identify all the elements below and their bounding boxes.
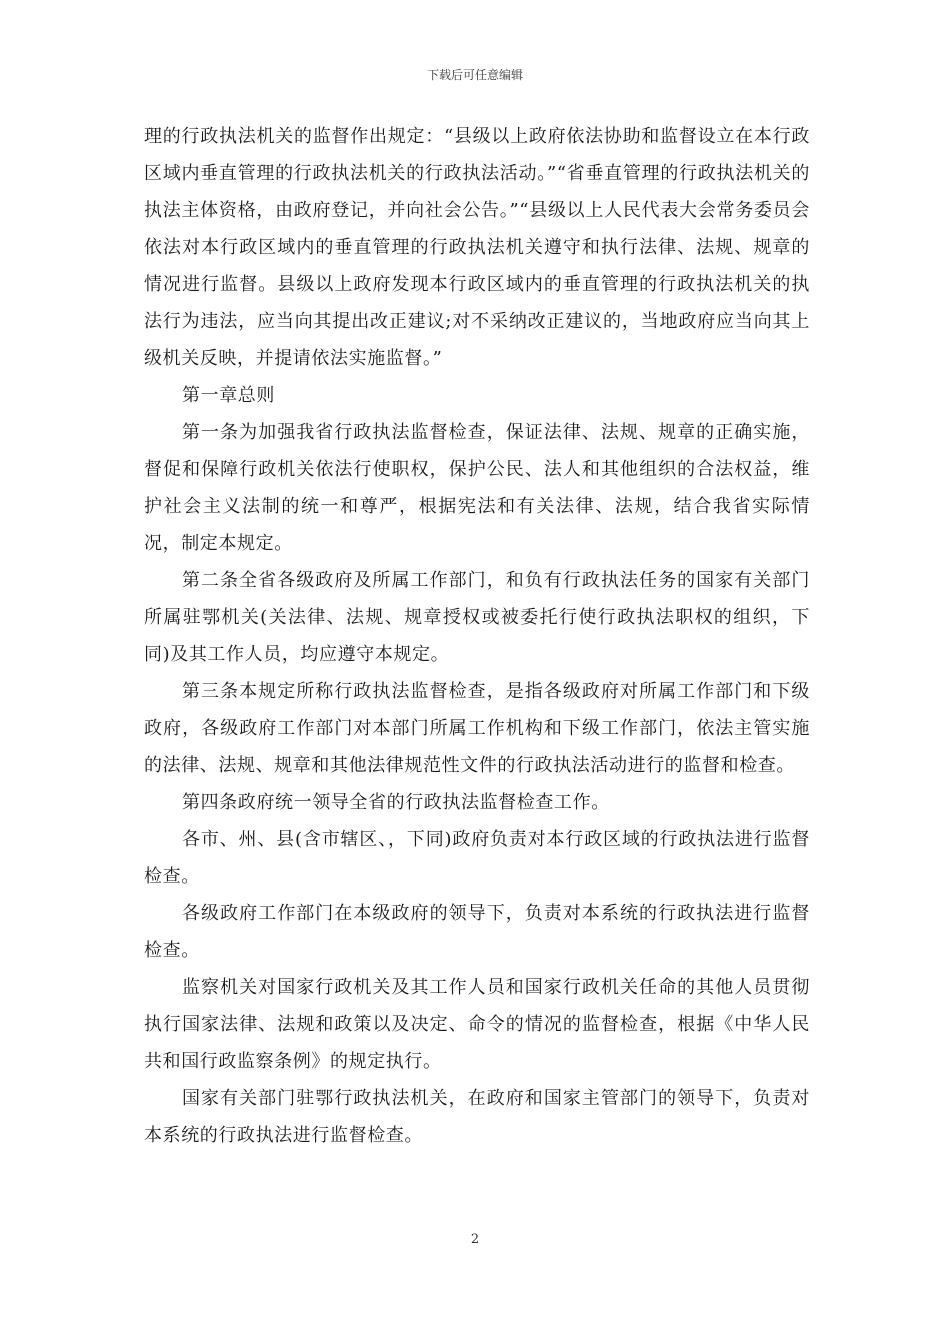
article-4-clause-supervision: 监察机关对国家行政机关及其工作人员和国家行政机关任命的其他人员贯彻执行国家法律、法规和政策以及决定、命令的情况的监督检查，根据《中华人民共和国行政监察条例》的规定执行。	[144, 977, 810, 1072]
paragraph-continuation: 理的行政执法机关的监督作出规定：“县级以上政府依法协助和监督设立在本行政区域内垂直管理的行政执法机关的行政执法活动。”“省垂直管理的行政执法机关的执法主体资格，由政府登记，并向社会公告。”“县级以上人民代表大会常务委员会依法对本行政区域内的垂直管理的行政执法机关遵守和执行法律、法规、规章的情况进行监督。县级以上政府发现本行政区域内的垂直管理的行政执法机关的执法行为违法，应当向其提出改正建议;对不采纳改正建议的，当地政府应当向其上级机关反映，并提请依法实施监督。”	[144, 126, 810, 369]
article-1: 第一条为加强我省行政执法监督检查，保证法律、法规、规章的正确实施，督促和保障行政机关依法行使职权，保护公民、法人和其他组织的合法权益，维护社会主义法制的统一和尊严，根据宪法和有关法律、法规，结合我省实际情况，制定本规定。	[144, 422, 810, 554]
article-4: 第四条政府统一领导全省的行政执法监督检查工作。	[182, 792, 610, 813]
page-number: 2	[470, 1232, 480, 1247]
chapter-heading: 第一章总则	[182, 385, 275, 406]
article-4-clause-municipal: 各市、州、县(含市辖区、，下同)政府负责对本行政区域的行政执法进行监督检查。	[144, 829, 810, 887]
article-3: 第三条本规定所称行政执法监督检查，是指各级政府对所属工作部门和下级政府，各级政府工作部门对本部门所属工作机构和下级工作部门，依法主管实施的法律、法规、规章和其他法律规范性文件的行政执法活动进行的监督和检查。	[144, 681, 810, 776]
article-4-clause-national: 国家有关部门驻鄂行政执法机关，在政府和国家主管部门的领导下，负责对本系统的行政执法进行监督检查。	[144, 1088, 810, 1146]
page-header: 下载后可任意编辑	[426, 68, 523, 82]
article-4-clause-departments: 各级政府工作部门在本级政府的领导下，负责对本系统的行政执法进行监督检查。	[144, 903, 810, 961]
article-2: 第二条全省各级政府及所属工作部门，和负有行政执法任务的国家有关部门所属驻鄂机关(关法律、法规、规章授权或被委托行使行政执法职权的组织，下同)及其工作人员，均应遵守本规定。	[144, 570, 810, 665]
document-body	[144, 118, 810, 1154]
